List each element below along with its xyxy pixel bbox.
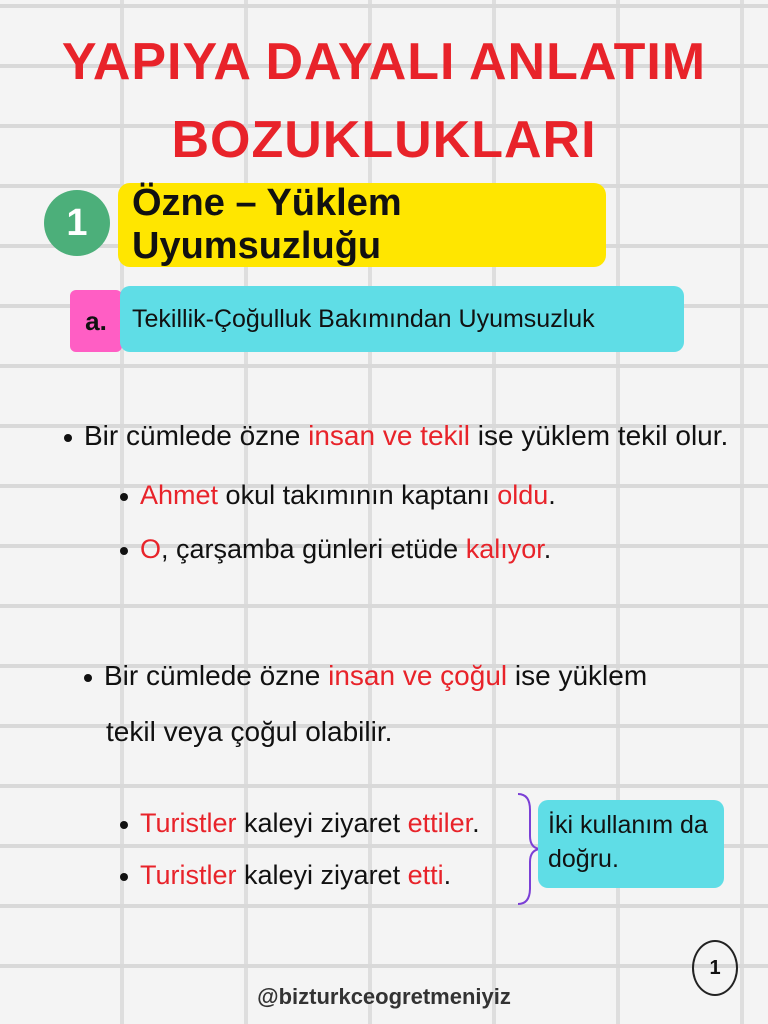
rule-1: Bir cümlede özne insan ve tekil ise yüklem tekil olur. (64, 420, 728, 452)
page-number: 1 (692, 940, 738, 996)
subsection-letter-badge: a. (70, 290, 122, 352)
bullet-icon (120, 547, 128, 555)
bullet-icon (84, 674, 92, 682)
social-handle: @bizturkceogretmeniyiz (257, 984, 511, 1009)
bullet-icon (64, 434, 72, 442)
subsection-heading: Tekillik-Çoğulluk Bakımından Uyumsuzluk (120, 286, 684, 352)
title-line-1: YAPIYA DAYALI ANLATIM (61, 33, 707, 91)
section-number-badge: 1 (44, 190, 110, 256)
example-1-1: Ahmet okul takımının kaptanı oldu. (120, 480, 556, 511)
example-2-2: Turistler kaleyi ziyaret etti. (120, 860, 451, 891)
rule-2-line-2: tekil veya çoğul olabilir. (106, 716, 393, 747)
example-2-1: Turistler kaleyi ziyaret ettiler. (120, 808, 480, 839)
rule-2: Bir cümlede özne insan ve çoğul ise yüklem (84, 660, 647, 692)
note-line-1: İki kullanım da (548, 811, 708, 839)
section-heading: Özne – Yüklem Uyumsuzluğu (118, 183, 606, 267)
note-line-2: doğru. (548, 845, 619, 873)
bullet-icon (120, 873, 128, 881)
bullet-icon (120, 493, 128, 501)
bullet-icon (120, 821, 128, 829)
example-1-2: O, çarşamba günleri etüde kalıyor. (120, 534, 551, 565)
note-box (538, 800, 724, 888)
title-line-2: BOZUKLUKLARI (171, 111, 597, 169)
